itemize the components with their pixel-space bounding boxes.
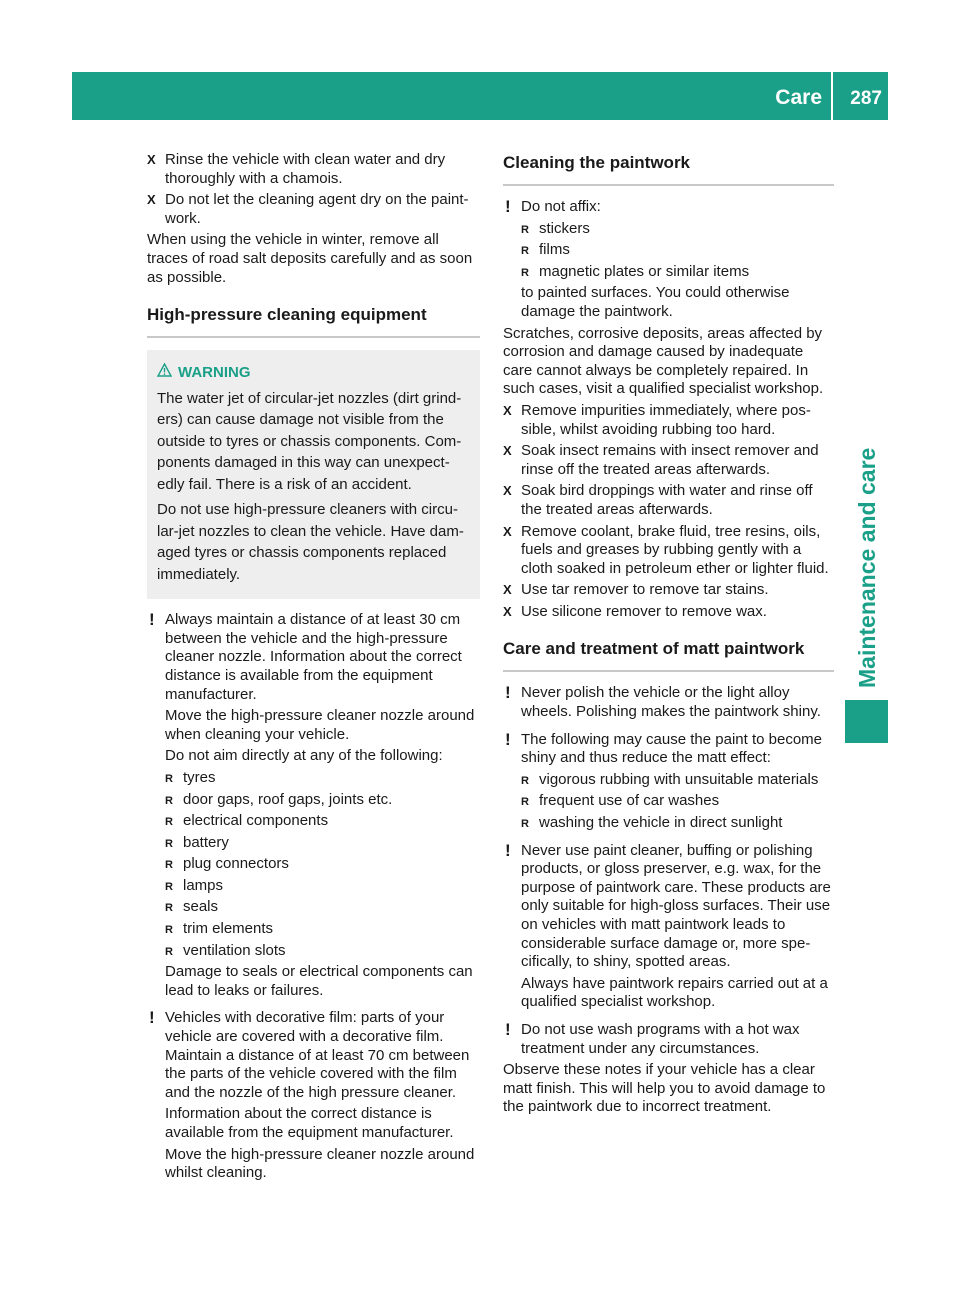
caution-note: ! Vehicles with decorative film: parts of your vehicle are covered with a decorative film. Maintain a distance of at least 70 cm between the parts of the vehicle covered with the film and the nozzle of the high pressure cleaner. [149,1008,470,1101]
list-item: R battery [165,834,480,853]
paragraph-winter: When using the vehicle in winter, remove all traces of road salt deposits carefully and as soon as possible. [147,231,473,286]
bullet-icon: R [165,902,173,915]
heading-matt-paintwork: Care and treatment of matt paintwork [503,639,834,672]
caution-icon: ! [505,1019,511,1039]
list-item: R magnetic plates or similar items [521,263,834,282]
instruction-step: X Soak bird droppings with water and rinse off the treated areas afterwards. [503,482,813,518]
instruction-step: X Rinse the vehicle with clean water and dry thoroughly with a chamois. [147,151,446,187]
caution-icon: ! [505,683,511,703]
list-item: R films [521,241,834,260]
step-arrow-icon: X [503,483,512,499]
bullet-icon: R [165,794,173,807]
page-number: 287 [850,88,882,109]
caution-icon: ! [149,1008,155,1028]
caution-icon: ! [505,729,511,749]
header-bar [72,72,888,120]
caution-note: ! Never polish the vehicle or the light alloy wheels. Polishing makes the paintwork shiny. [505,683,821,721]
paragraph-scratches: Scratches, corrosive deposits, areas affected by corrosion and damage caused by inadequate care cannot always be completely repaired. In such cases, visit a qualified specialist workshop. [503,324,824,398]
note-text: Move the high-pressure cleaner nozzle around whilst cleaning. [165,1145,475,1182]
list-item: R seals [165,898,480,917]
bullet-icon: R [165,816,173,829]
note-text: Information about the correct distance is available from the equipment manufacturer. [165,1105,454,1141]
list-item: R washing the vehicle in direct sunlight [521,814,834,833]
instruction-step: X Use tar remover to remove tar stains. [503,581,769,599]
list-item: R trim elements [165,920,480,939]
step-arrow-icon: X [503,443,512,459]
bullet-icon: R [521,818,529,831]
step-arrow-icon: X [503,582,512,598]
instruction-step: X Remove impurities immediately, where pos-sible, whilst avoiding rubbing too hard. [503,401,811,438]
list-item: R tyres [165,769,480,788]
bullet-icon: R [521,245,529,258]
bullet-icon: R [521,266,529,279]
caution-note: ! Do not affix: [505,197,601,216]
instruction-step: X Soak insect remains with insect remover and rinse off the treated areas afterwards. [503,442,819,478]
bullet-icon: R [521,774,529,787]
side-tab-block [845,700,888,743]
note-text: Move the high-pressure cleaner nozzle around when cleaning your vehicle. [165,707,475,743]
caution-note: ! Do not use wash programs with a hot wax treatment under any circumstances. [505,1019,800,1057]
warning-box [147,350,480,599]
note-text: to painted surfaces. You could otherwise damage the paintwork. [521,284,790,320]
list-item: R electrical components [165,812,480,831]
caution-icon: ! [149,610,155,630]
bullet-icon: R [165,945,173,958]
instruction-step: X Remove coolant, brake fluid, tree resins, oils, fuels and greases by rubbing gently with a cloth soaked in petroleum ether or lighter fluid. [503,522,829,577]
list-item: R lamps [165,877,480,896]
bullet-icon: R [521,796,529,809]
list-item: R ventilation slots [165,942,480,961]
warning-title: WARNING [178,364,251,382]
list-item: R frequent use of car washes [521,792,834,811]
caution-note: ! Never use paint cleaner, buffing or polishing products, or gloss preserver, e.g. wax, for the purpose of paintwork care. These products are only suitable for high-gloss surfaces. Their use on vehicles with matt paintwork leads to considerable surface damage or, more spe-cifically, to shiny, spotted areas. [505,840,831,971]
left-column [147,151,480,1186]
step-arrow-icon: X [503,603,512,619]
warning-triangle-icon [157,362,172,384]
caution-icon: ! [505,197,511,216]
caution-icon: ! [505,840,511,860]
note-text: Always have paintwork repairs carried out at a qualified specialist workshop. [521,974,828,1011]
note-text: Damage to seals or electrical components can lead to leaks or failures. [165,963,473,999]
header-divider [831,72,833,120]
side-tab-label: Maintenance and care [854,447,880,688]
caution-note: ! The following may cause the paint to become shiny and thus reduce the matt effect: [505,729,823,767]
list-item: R plug connectors [165,855,480,874]
bullet-icon: R [521,223,529,236]
list-item: R stickers [521,220,834,239]
step-arrow-icon: X [147,192,156,208]
instruction-step: X Do not let the cleaning agent dry on the paint-work. [147,191,469,227]
bullet-icon: R [165,772,173,785]
right-column [503,151,834,1120]
heading-cleaning-paintwork: Cleaning the paintwork [503,153,834,186]
section-title: Care [775,86,822,109]
step-arrow-icon: X [503,523,512,539]
warning-text: The water jet of circular-jet nozzles (dirt grind-ers) can cause damage not visible from the outside to tyres or chassis components. Com-ponents damaged in this way can unexpect-edly fail. There is a risk of an accident. [157,389,462,493]
warning-header [157,362,472,384]
bullet-icon: R [165,924,173,937]
instruction-step: X Use silicone remover to remove wax. [503,602,767,620]
heading-high-pressure: High-pressure cleaning equipment [147,305,480,338]
note-text: Do not aim directly at any of the following: [165,747,443,765]
bullet-icon: R [165,837,173,850]
warning-text: Do not use high-pressure cleaners with circu-lar-jet nozzles to clean the vehicle. Have dam-aged tyres or chassis components replaced immediately. [157,501,464,583]
bullet-icon: R [165,859,173,872]
step-arrow-icon: X [503,402,512,418]
bullet-icon: R [165,880,173,893]
step-arrow-icon: X [147,152,156,167]
list-item: R vigorous rubbing with unsuitable materials [521,771,834,790]
caution-note: ! Always maintain a distance of at least 30 cm between the vehicle and the high-pressure cleaner nozzle. Information about the correct distance is available from the equipment manufacturer. [149,610,462,703]
paragraph-observe: Observe these notes if your vehicle has a clear matt finish. This will help you to avoid damage to the paintwork due to incorrect treatment. [503,1061,826,1116]
list-item: R door gaps, roof gaps, joints etc. [165,791,480,810]
